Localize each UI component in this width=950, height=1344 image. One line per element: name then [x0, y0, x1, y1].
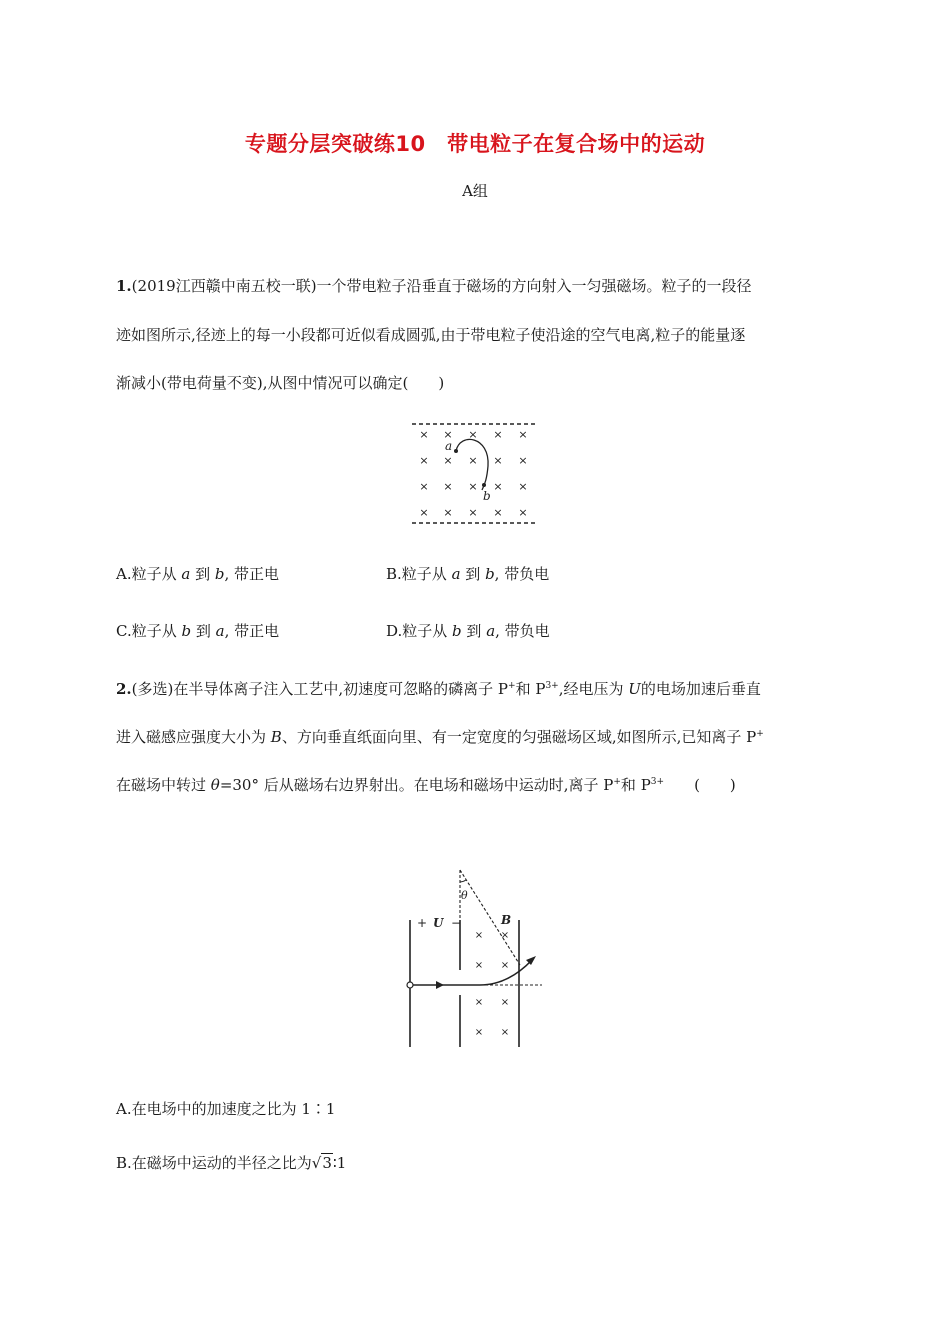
q1-label-b: b — [483, 489, 491, 503]
svg-text:×: × — [474, 960, 484, 971]
q2-accelerator-field-figure — [400, 865, 550, 1050]
q2-option-b: B.在磁场中运动的半径之比为√3∶1 — [116, 1154, 347, 1172]
q1-line-1: 1.(2019江西赣中南五校一联)一个带电粒子沿垂直于磁场的方向射入一匀强磁场。粒子的一段径 — [116, 277, 752, 295]
q2-line-2: 进入磁感应强度大小为 B、方向垂直纸面向里、有一定宽度的匀强磁场区域,如图所示,已知离子 P+ — [116, 728, 764, 746]
q1-option-c: C.粒子从 b 到 a, 带正电 — [116, 622, 280, 640]
svg-text:×: × — [474, 1027, 484, 1038]
q2-plus-sign: + — [417, 916, 428, 930]
svg-text:×: × — [443, 480, 453, 493]
svg-text:×: × — [500, 1027, 510, 1038]
q1-magnetic-field-figure — [410, 418, 540, 528]
svg-text:×: × — [419, 428, 429, 441]
q2-label-theta: θ — [461, 889, 468, 902]
svg-text:×: × — [419, 454, 429, 467]
q2-label-b: B — [501, 913, 512, 927]
svg-text:×: × — [468, 454, 478, 467]
svg-text:×: × — [500, 997, 510, 1008]
svg-text:×: × — [493, 506, 503, 519]
q1-field-marks — [419, 428, 527, 519]
svg-text:×: × — [443, 454, 453, 467]
q1-number: 1. — [116, 277, 132, 295]
q2-line-3: 在磁场中转过 θ=30° 后从磁场右边界射出。在电场和磁场中运动时,离子 P+和 $P^{3+}$ ( ) — [116, 776, 736, 794]
svg-text:×: × — [443, 506, 453, 519]
svg-text:×: × — [419, 506, 429, 519]
q2-label-u: U — [433, 916, 444, 930]
svg-text:×: × — [518, 480, 528, 493]
q2-line-1: 2.(多选)在半导体离子注入工艺中,初速度可忽略的磷离子 P+和 $P^{3+}$,经电压为 U的电场加速后垂直 — [116, 680, 761, 698]
svg-text:×: × — [493, 480, 503, 493]
q2-option-a: A.在电场中的加速度之比为 1∶1 — [116, 1100, 336, 1118]
svg-text:×: × — [474, 930, 484, 941]
svg-text:×: × — [468, 428, 478, 441]
sqrt-symbol: √3 — [311, 1154, 332, 1172]
page-title: 专题分层突破练10 带电粒子在复合场中的运动 — [244, 132, 706, 156]
svg-text:×: × — [468, 480, 478, 493]
group-label: A组 — [462, 182, 488, 200]
q1-option-a: A.粒子从 a 到 b, 带正电 — [116, 565, 280, 583]
svg-text:×: × — [419, 480, 429, 493]
q1-line-3: 渐减小(带电荷量不变),从图中情况可以确定( ) — [116, 374, 445, 392]
q1-label-a: a — [445, 439, 453, 453]
svg-text:×: × — [493, 428, 503, 441]
q1-option-b: B.粒子从 a 到 b, 带负电 — [386, 565, 550, 583]
svg-text:×: × — [518, 506, 528, 519]
q1-option-d: D.粒子从 b 到 a, 带负电 — [386, 622, 550, 640]
svg-text:×: × — [443, 428, 453, 441]
svg-text:×: × — [518, 428, 528, 441]
q1-line-2: 迹如图所示,径迹上的每一小段都可近似看成圆弧,由于带电粒子使沿途的空气电离,粒子的能量逐 — [116, 326, 746, 344]
svg-text:×: × — [474, 997, 484, 1008]
q2-minus-sign: − — [451, 916, 462, 930]
svg-text:×: × — [500, 960, 510, 971]
q2-number: 2. — [116, 680, 132, 698]
svg-text:×: × — [493, 454, 503, 467]
svg-text:×: × — [468, 506, 478, 519]
svg-text:×: × — [500, 930, 510, 941]
svg-text:×: × — [518, 454, 528, 467]
